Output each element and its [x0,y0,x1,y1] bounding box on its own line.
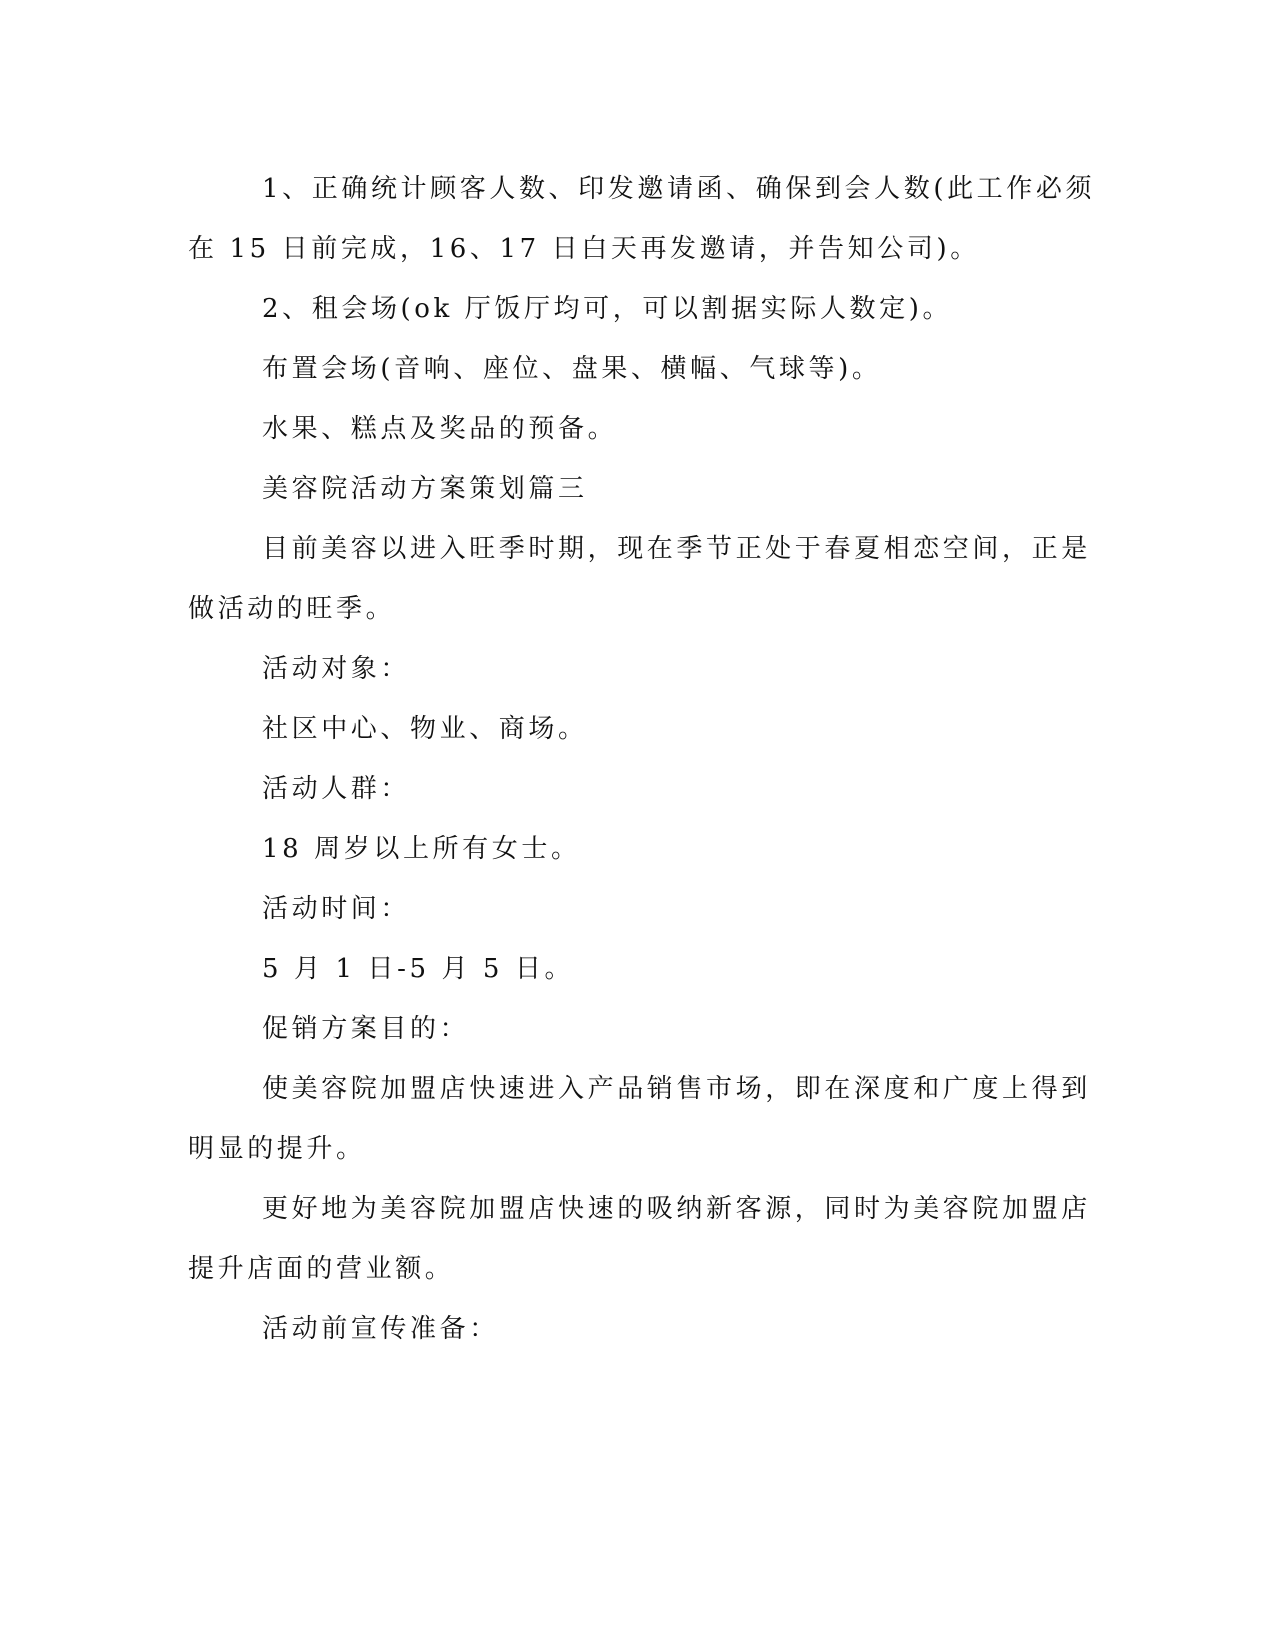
paragraph-line: 提升店面的营业额。 [188,1254,455,1284]
paragraph-line: 目前美容以进入旺季时期，现在季节正处于春夏相恋空间，正是 [262,534,1091,564]
paragraph-line: 更好地为美容院加盟店快速的吸纳新客源，同时为美容院加盟店 [262,1194,1091,1224]
paragraph-line: 做活动的旺季。 [188,594,396,624]
paragraph-line: 活动人群： [262,774,411,804]
paragraph-line: 在 15 日前完成，16、17 日白天再发邀请，并告知公司)。 [188,234,980,264]
paragraph-line: 2、租会场(ok 厅饭厅均可，可以割据实际人数定)。 [262,294,953,324]
paragraph-line: 社区中心、物业、商场。 [262,714,588,744]
paragraph-line: 1、正确统计顾客人数、印发邀请函、确保到会人数(此工作必须 [262,174,1096,204]
paragraph-line: 水果、糕点及奖品的预备。 [262,414,618,444]
paragraph-line: 促销方案目的： [262,1014,470,1044]
paragraph-line: 活动对象： [262,654,411,684]
section-heading: 美容院活动方案策划篇三 [262,474,588,504]
paragraph-line: 活动时间： [262,894,411,924]
paragraph-line: 活动前宣传准备： [262,1314,499,1344]
paragraph-line: 18 周岁以上所有女士。 [262,834,581,864]
paragraph-line: 明显的提升。 [188,1134,366,1164]
paragraph-line: 使美容院加盟店快速进入产品销售市场，即在深度和广度上得到 [262,1074,1091,1104]
paragraph-line: 5 月 1 日-5 月 5 日。 [262,954,575,984]
paragraph-line: 布置会场(音响、座位、盘果、横幅、气球等)。 [262,354,882,384]
